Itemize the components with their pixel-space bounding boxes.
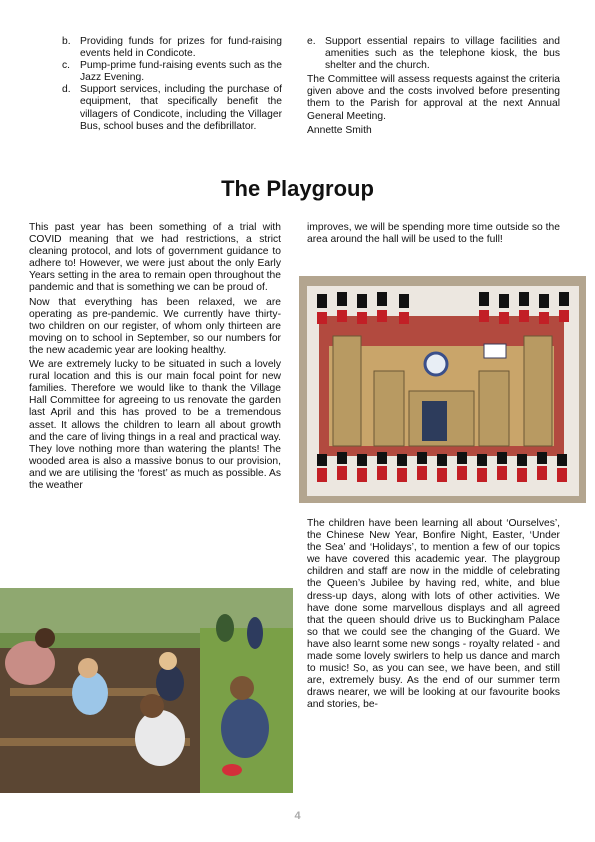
- jubilee-display-photo: [299, 276, 586, 503]
- article-title: The Playgroup: [221, 176, 374, 201]
- committee-author: Annette Smith: [307, 124, 372, 136]
- committee-list-left: [62, 36, 282, 133]
- left-body-column: [29, 222, 281, 494]
- page-number: 4: [294, 810, 301, 822]
- body-paragraph: We are extremely lucky to be situated in such a lovely rural location and this is our main focal point for new families. Therefore we would like to thank the Village Hall Committee for agreeing to us renovate the garden last April and this has proved to be a tremendous asset. It allows the children to learn all about growth and the care of living things in a real and practical way. They love nothing more than watering the plants! The wooded area is also a massive bonus to our provision, and we are utilising the ‘forest’ as much as possible. As the weather: [29, 359, 281, 491]
- list-item: [62, 60, 282, 84]
- body-paragraph: improves, we will be spending more time outside so the area around the hall will be used to the full!: [307, 222, 560, 246]
- committee-column-right: [307, 36, 560, 139]
- list-item-text: Support services, including the purchase of equipment, that specifically benefit the villagers of Condicote, including the Villager Bus, school buses and the defibrillator.: [80, 84, 282, 132]
- list-item-text: Support essential repairs to village facilities and amenities such as the telephone kiosk, the bus shelter and the church.: [325, 36, 560, 72]
- jubilee-display-illustration: [299, 276, 586, 503]
- right-body-column: [307, 518, 560, 714]
- list-marker: e.: [307, 36, 316, 47]
- list-item: [62, 36, 282, 60]
- list-item-text: Providing funds for prizes for fund-raising events held in Condicote.: [80, 36, 282, 60]
- committee-list-right: [307, 36, 560, 72]
- list-marker: c.: [62, 60, 71, 72]
- list-item: [62, 84, 282, 132]
- list-item: [307, 36, 560, 72]
- body-paragraph: Now that everything has been relaxed, we are operating as pre-pandemic. We currently have thirty-two children on our register, of whom only thirteen are moving on to school in September, so our numbers for the new academic year are looking healthy.: [29, 296, 281, 356]
- committee-note: The Committee will assess requests against the criteria given above and the costs involved before presenting them to the Parish for approval at the next Annual General Meeting.: [307, 74, 560, 122]
- body-paragraph: This past year has been something of a trial with COVID meaning that we had restrictions, a strict cleaning protocol, and lots of government guidance to adhere to! However, we were just about the only Early Years setting in the area to remain open throughout the pandemic and that is something we can be proud of.: [29, 222, 281, 294]
- list-marker: d.: [62, 84, 71, 96]
- list-marker: b.: [62, 36, 71, 47]
- garden-photo: [0, 588, 293, 793]
- list-item-text: Pump-prime fund-raising events such as the Jazz Evening.: [80, 60, 282, 84]
- children-gardening-illustration: [0, 588, 293, 793]
- body-paragraph: The children have been learning all about ‘Ourselves’, the Chinese New Year, Bonfire Night, Easter, ‘Under the Sea’ and ‘Holidays’, to mention a few of our topics we have covered this academic year. The playgroup children and staff are now in the middle of celebrating the Queen’s Jubilee by having red, white, and blue dress-up days, along with lots of other activities. We have done some marvellous displays and all agreed that the queen should drive us to Buckingham Palace so that we could see the changing of the Guard. We have also learnt some new songs - royalty related - and made some lovely swirlers to help us dance and march to music! So, as you can see, we have been, and still are, extremely busy. As the end of our summer term draws nearer, we will be looking at our favourite books and stories, be-: [307, 518, 560, 711]
- right-top-column: [307, 222, 560, 248]
